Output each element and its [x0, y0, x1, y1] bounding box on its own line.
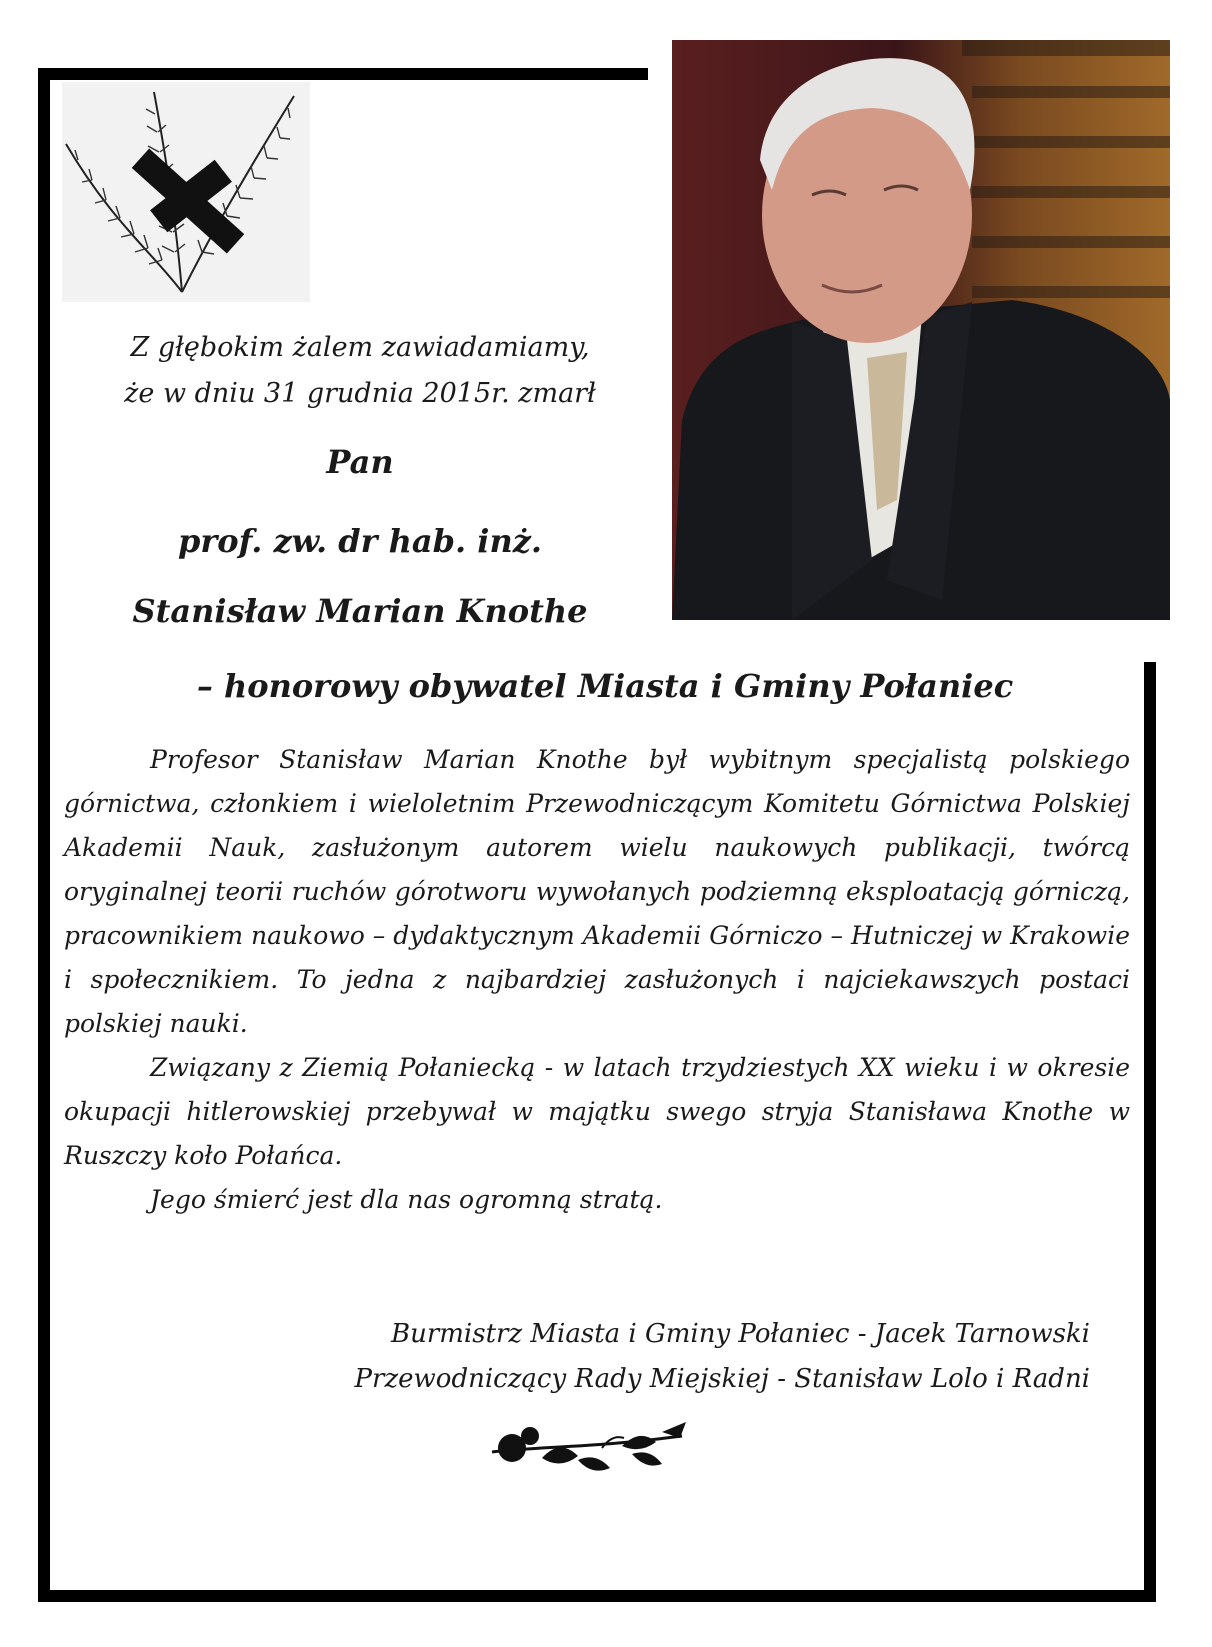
- frame-top-left-border: [38, 68, 648, 80]
- biography-paragraph-3: Jego śmierć jest dla nas ogromną stratą.: [150, 1185, 663, 1214]
- biography-paragraph-1: Profesor Stanisław Marian Knothe był wybitnym specjalistą polskiego górnictwa, członkiem i wieloletnim Przewodniczącym Komitetu Górnictwa Polskiej Akademii Nauk, zasłużonym autorem wielu naukowych publikacji, twórcą oryginalnej teorii ruchów górotworu wywołanych podziemną eksploatacją górniczą, pracownikiem naukowo – dydaktycznym Akademii Górniczo – Hutniczej w Krakowie i społecznikiem. To jedna z najbardziej zasłużonych i najciekawszych postaci polskiej nauki.: [64, 745, 1130, 1038]
- frame-left-border: [38, 68, 50, 1602]
- intro-text: [80, 325, 640, 417]
- signature-mayor: Burmistrz Miasta i Gminy Połaniec - Jacek Tarnowski: [390, 1319, 1090, 1349]
- honorary-citizen-subtitle: – honorowy obywatel Miasta i Gminy Połaniec: [196, 667, 1014, 705]
- cross-with-ferns-icon: [62, 82, 310, 302]
- portrait-photo: [672, 40, 1170, 620]
- rose-branch-icon: [482, 1418, 692, 1480]
- deceased-name: Stanisław Marian Knothe: [132, 592, 588, 630]
- frame-right-border: [1144, 662, 1156, 1602]
- intro-line-2: że w dniu 31 grudnia 2015r. zmarł: [124, 378, 596, 409]
- biography-text: [64, 738, 1130, 1222]
- signatures: [250, 1312, 1090, 1402]
- frame-bottom-border: [38, 1590, 1156, 1602]
- honorific: Pan: [326, 443, 394, 481]
- academic-title: prof. zw. dr hab. inż.: [177, 522, 543, 560]
- biography-paragraph-2: Związany z Ziemią Połaniecką - w latach trzydziestych XX wieku i w okresie okupacji hitlerowskiej przebywał w majątku swego stryja Stanisława Knothe w Ruszczy koło Połańca.: [64, 1053, 1130, 1170]
- signature-council: Przewodniczący Rady Miejskiej - Stanisław Lolo i Radni: [354, 1364, 1090, 1394]
- intro-line-1: Z głębokim żalem zawiadamiamy,: [130, 332, 590, 363]
